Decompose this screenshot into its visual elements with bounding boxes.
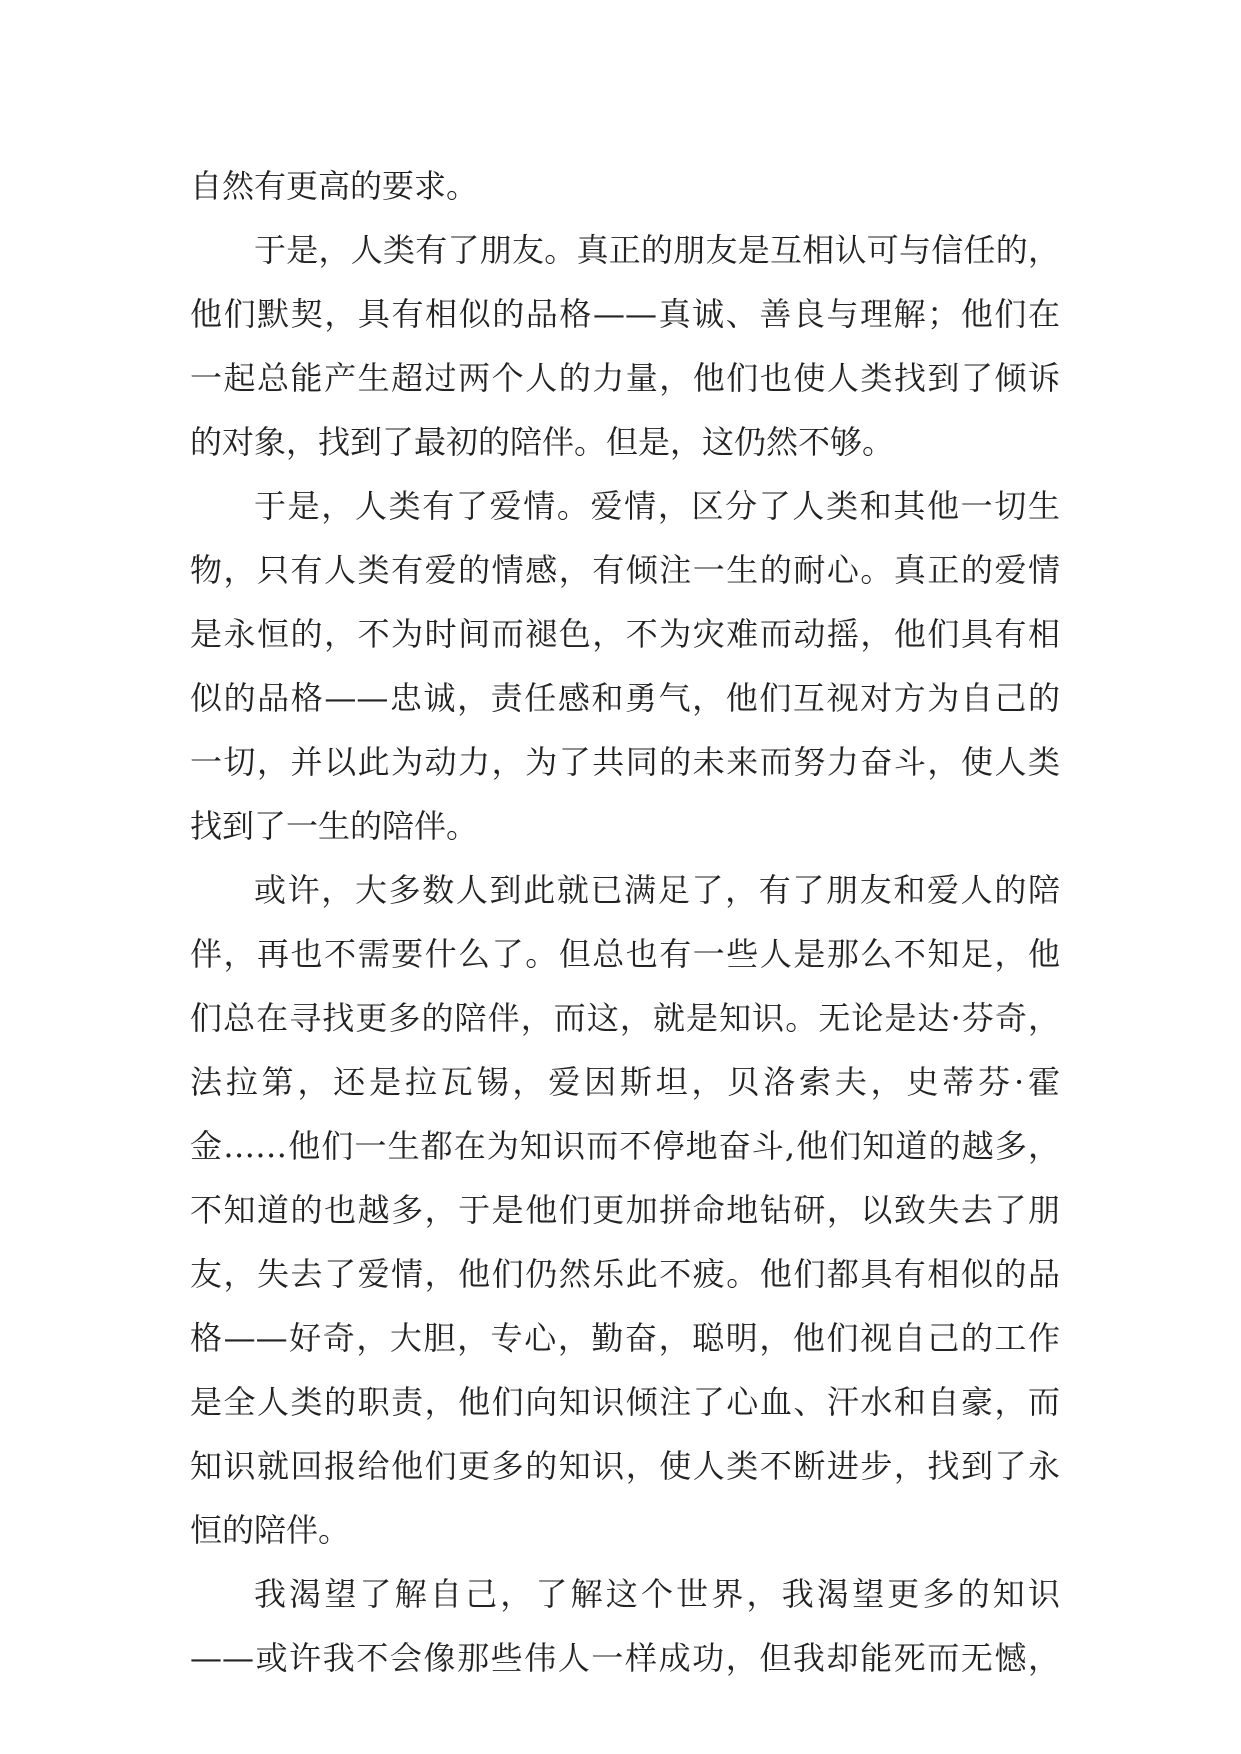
- text-line: 金……他们一生都在为知识而不停地奋斗,他们知道的越多，: [190, 1127, 1060, 1165]
- text-line: 恒的陪伴。: [190, 1511, 351, 1549]
- text-line: 于是，人类有了爱情。爱情，区分了人类和其他一切生: [254, 487, 1060, 525]
- text-line: 格——好奇，大胆，专心，勤奋，聪明，他们视自己的工作: [190, 1319, 1060, 1357]
- text-line: 自然有更高的要求。: [190, 167, 479, 205]
- text-line: ——或许我不会像那些伟人一样成功，但我却能死而无憾，: [190, 1639, 1060, 1677]
- text-line: 的对象，找到了最初的陪伴。但是，这仍然不够。: [190, 423, 895, 461]
- text-line: 似的品格——忠诚，责任感和勇气，他们互视对方为自己的: [190, 679, 1060, 717]
- text-line: 一起总能产生超过两个人的力量，他们也使人类找到了倾诉: [190, 359, 1060, 397]
- text-line: 知识就回报给他们更多的知识，使人类不断进步，找到了永: [190, 1447, 1060, 1485]
- text-line: 我渴望了解自己，了解这个世界，我渴望更多的知识: [254, 1575, 1060, 1613]
- text-line: 友，失去了爱情，他们仍然乐此不疲。他们都具有相似的品: [190, 1255, 1060, 1293]
- text-line: 是全人类的职责，他们向知识倾注了心血、汗水和自豪，而: [190, 1383, 1060, 1421]
- text-line: 找到了一生的陪伴。: [190, 807, 479, 845]
- text-line: 法拉第，还是拉瓦锡，爱因斯坦，贝洛索夫，史蒂芬·霍: [190, 1063, 1060, 1101]
- text-line: 一切，并以此为动力，为了共同的未来而努力奋斗，使人类: [190, 743, 1060, 781]
- text-line: 不知道的也越多，于是他们更加拼命地钻研，以致失去了朋: [190, 1191, 1060, 1229]
- text-line: 于是，人类有了朋友。真正的朋友是互相认可与信任的，: [254, 231, 1060, 269]
- text-line: 物，只有人类有爱的情感，有倾注一生的耐心。真正的爱情: [190, 551, 1060, 589]
- text-line: 是永恒的，不为时间而褪色，不为灾难而动摇，他们具有相: [190, 615, 1060, 653]
- document-body: [190, 154, 1060, 1690]
- text-line: 们总在寻找更多的陪伴，而这，就是知识。无论是达·芬奇，: [190, 999, 1060, 1037]
- text-line: 伴，再也不需要什么了。但总也有一些人是那么不知足，他: [190, 935, 1060, 973]
- text-line: 他们默契，具有相似的品格——真诚、善良与理解；他们在: [190, 295, 1060, 333]
- text-line: 或许，大多数人到此就已满足了，有了朋友和爱人的陪: [254, 871, 1060, 909]
